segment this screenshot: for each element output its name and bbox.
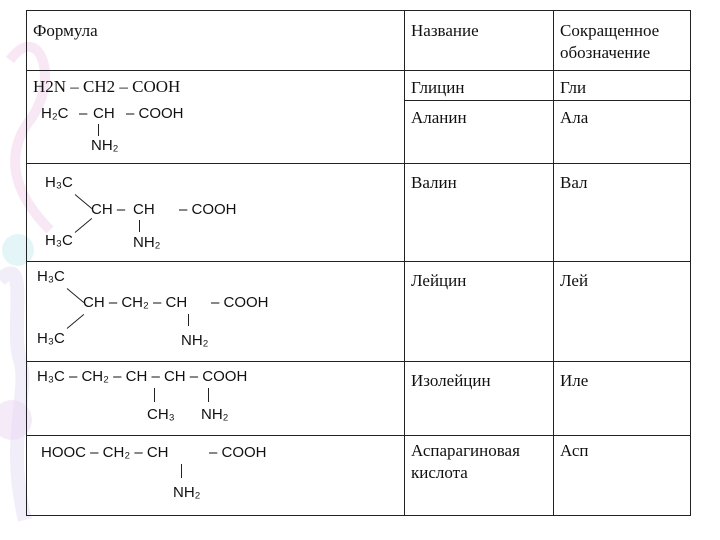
aspartic-nh2: NH₂ xyxy=(173,484,201,501)
name-glycine: Глицин xyxy=(411,78,465,97)
alanine-cooh: – COOH xyxy=(126,105,184,122)
valine-ch2: CH xyxy=(133,201,155,218)
leucine-chain: CH – CH₂ – CH xyxy=(83,294,188,311)
valine-ch: CH – xyxy=(91,201,126,218)
name-isoleucine: Изолейцин xyxy=(411,371,491,390)
leucine-bond-nh2 xyxy=(188,314,189,326)
alanine-ch: CH xyxy=(93,105,115,122)
header-name: Название xyxy=(411,21,479,40)
name-leucine: Лейцин xyxy=(411,271,467,290)
name-valine: Валин xyxy=(411,173,457,192)
formula-leucine xyxy=(27,262,404,360)
isoleucine-bond-nh2 xyxy=(208,388,209,402)
aspartic-chain: HOOC – CH₂ – CH xyxy=(41,444,169,461)
alanine-nh2: NH₂ xyxy=(91,137,119,154)
leucine-h3c-bottom: H₃C xyxy=(37,330,65,347)
leucine-nh2: NH₂ xyxy=(181,332,209,349)
table-row-valine xyxy=(27,164,691,262)
isoleucine-chain: H₃C – CH₂ – CH – CH – COOH xyxy=(37,368,248,385)
aspartic-cooh: – COOH xyxy=(209,444,267,461)
table-row-isoleucine xyxy=(27,362,691,436)
table-row-aspartic-acid xyxy=(27,436,691,516)
formula-aspartic-acid xyxy=(27,436,404,514)
abbr-glycine: Гли xyxy=(560,78,587,97)
isoleucine-bond-ch3 xyxy=(154,388,155,402)
alanine-dash: – xyxy=(79,105,88,122)
leucine-bond-bottom xyxy=(67,314,84,329)
amino-acid-table xyxy=(26,10,691,516)
valine-h3c-top: H₃C xyxy=(45,174,73,191)
leucine-bond-top xyxy=(67,288,84,303)
table-row-leucine xyxy=(27,262,691,362)
valine-bond-nh2 xyxy=(139,220,140,232)
isoleucine-nh2: NH₂ xyxy=(201,406,229,423)
valine-h3c-bottom: H₃C xyxy=(45,232,73,249)
glycine-formula: H2N – CH2 – COOH xyxy=(33,77,181,96)
aspartic-bond-nh2 xyxy=(181,464,182,478)
table-row-glycine xyxy=(27,71,691,101)
valine-bond-top xyxy=(75,194,92,209)
alanine-bond xyxy=(98,124,99,136)
valine-bond-bottom xyxy=(75,218,92,233)
formula-cell-glycine-alanine xyxy=(27,71,404,163)
name-aspartic-acid: Аспарагиновая кислота xyxy=(411,441,520,482)
valine-cooh: – COOH xyxy=(179,201,237,218)
alanine-h2c: H₂C xyxy=(41,105,69,122)
abbr-alanine: Ала xyxy=(560,108,589,128)
leucine-h3c-top: H₃C xyxy=(37,268,65,285)
valine-nh2: NH₂ xyxy=(133,234,161,251)
header-abbr: Сокращенное обозначение xyxy=(560,21,660,62)
abbr-aspartic-acid: Асп xyxy=(560,441,589,460)
header-row xyxy=(27,11,691,71)
abbr-leucine: Лей xyxy=(560,271,589,290)
abbr-valine: Вал xyxy=(560,173,588,192)
name-alanine: Аланин xyxy=(411,108,467,128)
abbr-isoleucine: Иле xyxy=(560,371,589,390)
leucine-cooh: – COOH xyxy=(211,294,269,311)
formula-valine xyxy=(27,164,404,260)
header-formula: Формула xyxy=(33,21,98,40)
formula-isoleucine xyxy=(27,362,404,434)
isoleucine-ch3: CH₃ xyxy=(147,406,175,423)
